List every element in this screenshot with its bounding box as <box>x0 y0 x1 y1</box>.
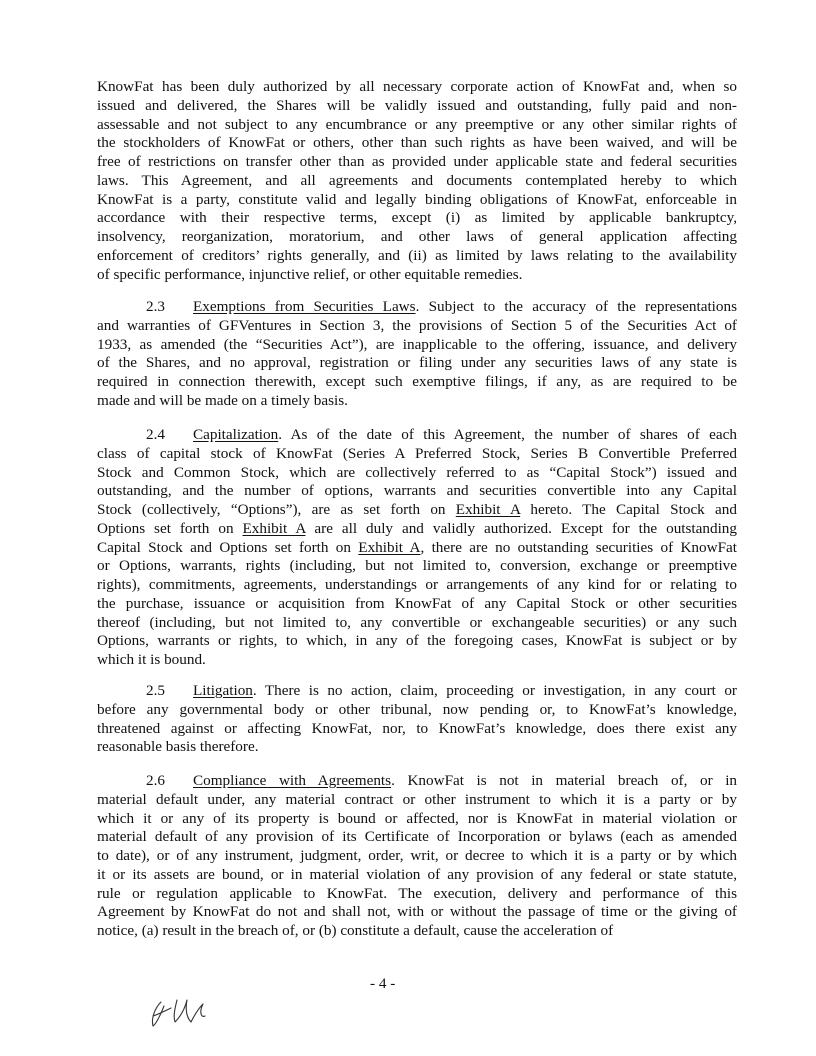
section-2-4-line-6: Options set forth on Exhibit A are all duly and validly authorized. Except for the outstanding <box>97 519 737 537</box>
section-2-6-line: rule or regulation applicable to KnowFat. The execution, delivery and performance of this <box>97 884 737 902</box>
section-2-6 <box>97 772 737 941</box>
section-2-4 <box>97 426 737 670</box>
paragraph-intro-line: KnowFat is a party, constitute valid and legally binding obligations of KnowFat, enforceable in <box>97 190 737 208</box>
section-2-6-line: material default of any provision of its Certificate of Incorporation or bylaws (each as amended <box>97 828 737 846</box>
section-2-6-line: which it or any of its property is bound or affected, nor is KnowFat in material violation or <box>97 809 737 827</box>
section-2-4-line: class of capital stock of KnowFat (Series A Preferred Stock, Series B Convertible Preferred <box>97 444 737 462</box>
section-2-4-line: or Options, warrants, rights (including, but not limited to, conversion, exchange or preemptive <box>97 557 737 575</box>
paragraph-intro-line: assessable and not subject to any encumbrance or any preemptive or any other similar rights of <box>97 115 737 133</box>
section-2-5-line-1: 2.5 Litigation. There is no action, claim, proceeding or investigation, in any court or <box>97 682 737 701</box>
section-2-4-line: Stock and Common Stock, which are collectively referred to as “Capital Stock”) issued and <box>97 463 737 481</box>
section-2-4-line: Options, warrants or rights, to which, in any of the foregoing cases, KnowFat is subject or by <box>97 632 737 650</box>
section-2-4-line-5: Stock (collectively, “Options”), are as set forth on Exhibit A hereto. The Capital Stock and <box>97 501 737 518</box>
section-2-6-line: material default under, any material contract or other instrument to which it is a party or by <box>97 790 737 808</box>
section-2-4-line-1: 2.4 Capitalization. As of the date of this Agreement, the number of shares of each <box>97 426 737 445</box>
section-2-6-line: it or its assets are bound, or in material violation of any provision of any federal or state statute, <box>97 865 737 883</box>
section-2-3-line: required in connection therewith, except such exemptive filings, if any, as are required to be <box>97 373 737 390</box>
section-2-4-line: which it is bound. <box>97 651 206 668</box>
section-2-3 <box>97 298 737 411</box>
section-number: 2.6 <box>146 772 165 789</box>
section-2-4-line: outstanding, and the number of options, warrants and securities convertible into any Capital <box>97 482 737 500</box>
section-2-6-line-1: 2.6 Compliance with Agreements. KnowFat is not in material breach of, or in <box>97 772 737 791</box>
paragraph-intro-line: free of restrictions on transfer other than as provided under applicable state and federal securities <box>97 153 737 170</box>
section-2-5-line: before any governmental body or other tribunal, now pending or, to KnowFat’s knowledge, <box>97 700 737 718</box>
exhibit-a-reference: Exhibit A <box>455 501 521 518</box>
section-2-4-line: the purchase, issuance or acquisition from KnowFat of any Capital Stock or other securities <box>97 594 737 612</box>
paragraph-intro-line: issued and delivered, the Shares will be validly issued and outstanding, fully paid and non- <box>97 96 737 114</box>
section-number: 2.3 <box>146 298 165 315</box>
paragraph-intro-line: the stockholders of KnowFat or others, other than such rights as have been waived, and will be <box>97 134 737 152</box>
section-2-4-line: thereof (including, but not limited to, any convertible or exchangeable securities) or any such <box>97 613 737 631</box>
section-2-3-line: of the Shares, and no approval, registration or filing under any securities laws of any state is <box>97 354 737 372</box>
section-heading: Litigation <box>193 682 253 699</box>
paragraph-intro-line: insolvency, reorganization, moratorium, and other laws of general application affecting <box>97 228 737 245</box>
section-2-6-line: to date), or of any instrument, judgment, order, writ, or decree to which it is a party or by which <box>97 847 737 864</box>
exhibit-a-reference: Exhibit A <box>242 519 306 537</box>
section-heading: Capitalization <box>193 426 279 443</box>
paragraph-intro-line: enforcement of creditors’ rights generally, and (ii) as limited by laws relating to the availability <box>97 246 737 264</box>
section-2-5-line: reasonable basis therefore. <box>97 738 259 756</box>
section-number: 2.5 <box>146 682 165 699</box>
section-2-3-line: made and will be made on a timely basis. <box>97 391 348 409</box>
section-number: 2.4 <box>146 426 165 443</box>
section-2-5 <box>97 682 737 757</box>
section-2-4-line-7: Capital Stock and Options set forth on Exhibit A, there are no outstanding securities of KnowFat <box>97 538 737 556</box>
page-number: - 4 - <box>370 975 396 992</box>
paragraph-intro-line: KnowFat has been duly authorized by all necessary corporate action of KnowFat and, when so <box>97 78 737 95</box>
paragraph-intro-line: accordance with their respective terms, except (i) as limited by applicable bankruptcy, <box>97 209 737 227</box>
section-2-3-line-1: 2.3 Exemptions from Securities Laws. Subject to the accuracy of the representations <box>97 298 737 317</box>
signature-initials <box>147 994 227 1030</box>
section-2-6-line: Agreement by KnowFat do not and shall not, with or without the passage of time or the giving of <box>97 903 737 921</box>
paragraph-intro <box>97 78 737 284</box>
paragraph-intro-line: laws. This Agreement, and all agreements and documents contemplated hereby to which <box>97 171 737 189</box>
section-2-3-line: 1933, as amended (the “Securities Act”), are inapplicable to the offering, issuance, and delivery <box>97 335 737 353</box>
section-heading: Exemptions from Securities Laws <box>193 298 416 315</box>
section-2-3-line: and warranties of GFVentures in Section 3, the provisions of Section 5 of the Securities Act of <box>97 316 737 334</box>
section-2-5-line: threatened against or affecting KnowFat, nor, to KnowFat’s knowledge, does there exist any <box>97 719 737 737</box>
exhibit-a-reference: Exhibit A <box>358 538 421 556</box>
section-heading: Compliance with Agreements <box>193 772 392 789</box>
section-2-6-line: notice, (a) result in the breach of, or (b) constitute a default, cause the acceleration of <box>97 922 614 939</box>
paragraph-intro-line: of specific performance, injunctive relief, or other equitable remedies. <box>97 265 523 283</box>
section-2-4-line: rights), commitments, agreements, understandings or arrangements of any kind for or relating to <box>97 576 737 593</box>
